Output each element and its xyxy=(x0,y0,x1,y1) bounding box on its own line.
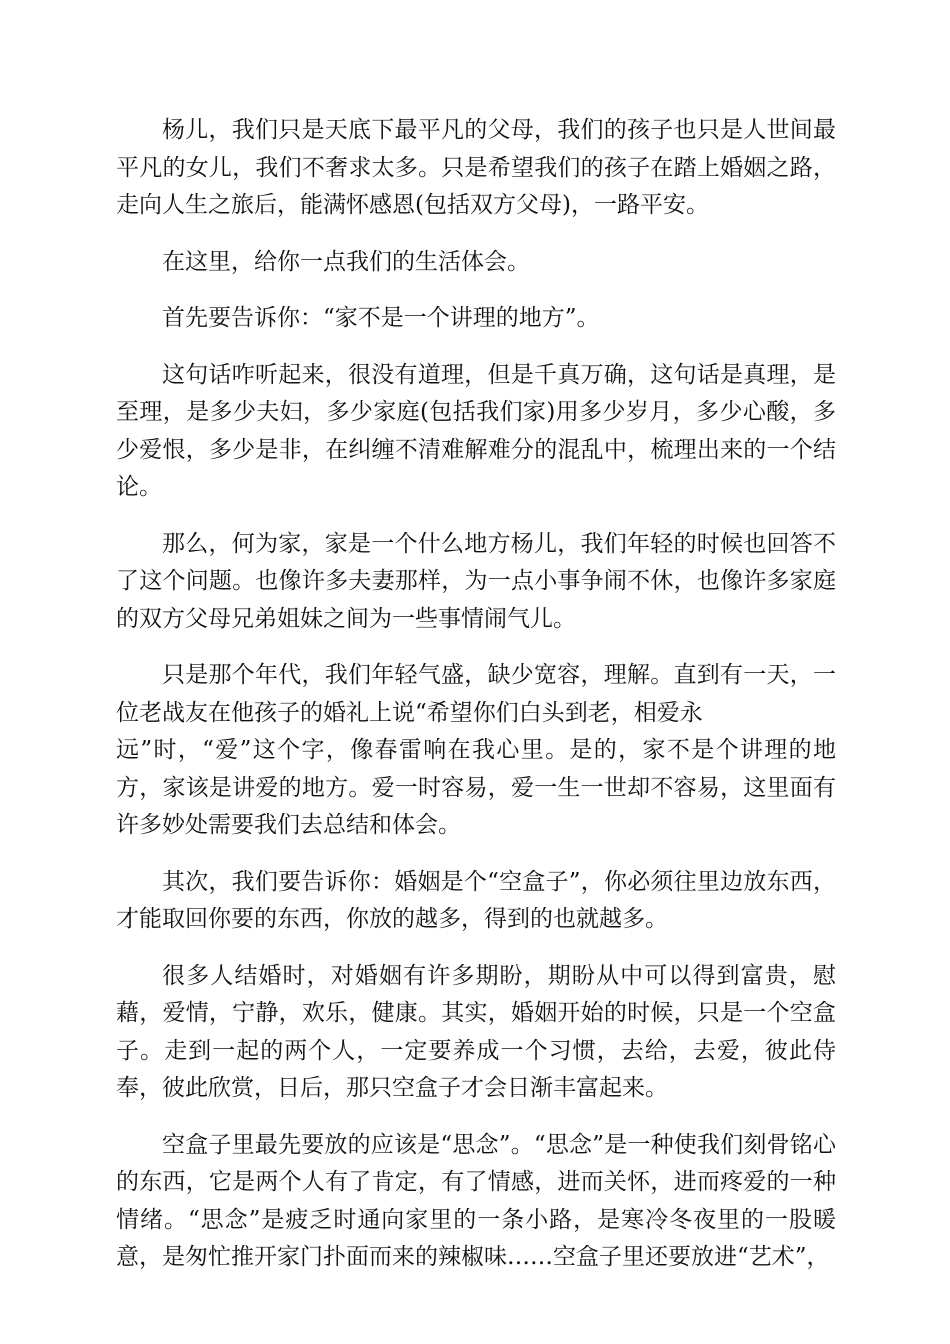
paragraph-8: 很多人结婚时，对婚姻有许多期盼，期盼从中可以得到富贵，慰藉，爱情，宁静，欢乐，健康。其实，婚姻开始的时候，只是一个空盒子。走到一起的两个人，一定要养成一个习惯，去给，去爱，彼此侍奉，彼此欣赏，日后，那只空盒子才会日渐丰富起来。 xyxy=(116,962,836,1101)
paragraph-1: 杨儿，我们只是天底下最平凡的父母，我们的孩子也只是人世间最平凡的女儿，我们不奢求太多。只是希望我们的孩子在踏上婚姻之路，走向人生之旅后，能满怀感恩(包括双方父母)，一路平安。 xyxy=(116,117,836,218)
paragraph-4: 这句话咋听起来，很没有道理，但是千真万确，这句话是真理，是至理，是多少夫妇，多少家庭(包括我们家)用多少岁月，多少心酸，多少爱恨，多少是非，在纠缠不清难解难分的混乱中，梳理出来的一个结论。 xyxy=(116,361,836,500)
paragraph-9: 空盒子里最先要放的应该是“思念”。“思念”是一种使我们刻骨铭心的东西，它是两个人有了肯定，有了情感，进而关怀，进而疼爱的一种情绪。“思念”是疲乏时通向家里的一条小路，是寒冷冬夜里的一股暖意，是匆忙推开家门扑面而来的辣椒味……空盒子里还要放进“艺术”， xyxy=(116,1131,836,1270)
document-body xyxy=(116,112,836,1296)
paragraph-6-continued: 远”时，“爱”这个字，像春雷响在我心里。是的，家不是个讲理的地方，家该是讲爱的地方。爱一时容易，爱一生一世却不容易，这里面有许多妙处需要我们去总结和体会。 xyxy=(116,737,836,838)
paragraph-3: 首先要告诉你：“家不是一个讲理的地方”。 xyxy=(162,305,600,331)
paragraph-7: 其次，我们要告诉你：婚姻是个“空盒子”，你必须往里边放东西，才能取回你要的东西，你放的越多，得到的也就越多。 xyxy=(116,868,836,932)
paragraph-6: 只是那个年代，我们年轻气盛，缺少宽容，理解。直到有一天，一位老战友在他孩子的婚礼上说“希望你们白头到老，相爱永 xyxy=(116,662,836,726)
paragraph-5: 那么，何为家，家是一个什么地方杨儿，我们年轻的时候也回答不了这个问题。也像许多夫妻那样，为一点小事争闹不休，也像许多家庭的双方父母兄弟姐妹之间为一些事情闹气儿。 xyxy=(116,530,836,632)
paragraph-2: 在这里，给你一点我们的生活体会。 xyxy=(162,248,530,275)
